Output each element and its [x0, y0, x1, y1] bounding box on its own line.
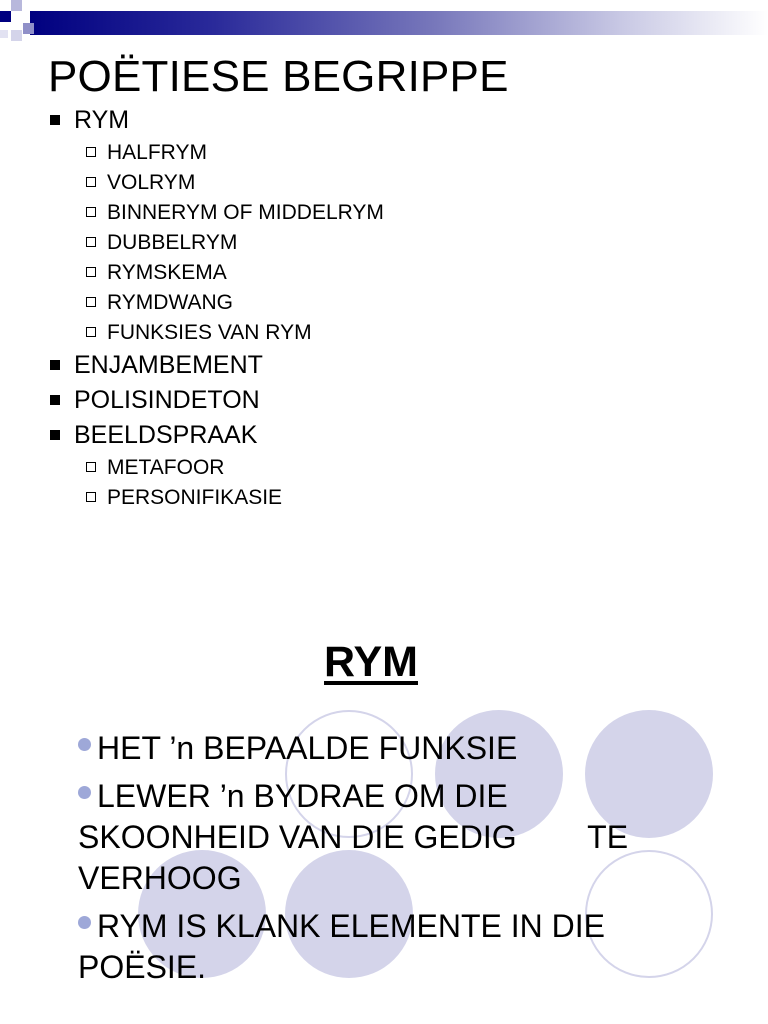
hollow-square-bullet-icon — [86, 147, 96, 157]
square-bullet-icon — [50, 360, 60, 370]
outline-item — [48, 348, 748, 383]
outline-subitem — [48, 453, 748, 483]
round-bullet-icon — [78, 738, 91, 751]
round-bullet-icon — [78, 786, 91, 799]
outline-subitem-label: RYMSKEMA — [107, 261, 227, 284]
square-bullet-icon — [50, 395, 60, 405]
outline-subitem-label: BINNERYM OF MIDDELRYM — [107, 201, 384, 224]
outline-subitem — [48, 318, 748, 348]
section-bullet — [78, 906, 698, 988]
outline-subitem — [48, 288, 748, 318]
outline-item-label: POLISINDETON — [74, 386, 260, 414]
section-title: RYM — [324, 638, 418, 686]
hollow-square-bullet-icon — [86, 207, 96, 217]
outline-subitem — [48, 168, 748, 198]
decor-square — [11, 30, 22, 41]
outline-subitem-label: METAFOOR — [107, 456, 225, 479]
section-bullet — [78, 728, 698, 769]
round-bullet-icon — [78, 916, 91, 929]
outline-subitem-label: HALFRYM — [107, 141, 207, 164]
decor-square — [23, 23, 34, 34]
hollow-square-bullet-icon — [86, 267, 96, 277]
outline-subitem — [48, 138, 748, 168]
outline-subitem — [48, 483, 748, 513]
outline-subitem — [48, 258, 748, 288]
outline-item-label: RYM — [74, 106, 130, 134]
outline-item — [48, 383, 748, 418]
page-title: POËTIESE BEGRIPPE — [48, 52, 509, 101]
hollow-square-bullet-icon — [86, 462, 96, 472]
section-bullet-text: HET ’n BEPAALDE FUNKSIE — [97, 730, 518, 766]
square-bullet-icon — [50, 115, 60, 125]
section-bullets — [78, 728, 698, 995]
decor-square — [0, 11, 11, 22]
hollow-square-bullet-icon — [86, 297, 96, 307]
gradient-bar — [30, 11, 768, 35]
outline-list — [48, 103, 748, 513]
outline-item — [48, 418, 748, 453]
section-bullet — [78, 776, 698, 899]
section-bullet-text: LEWER ’n BYDRAE OM DIE SKOONHEID VAN DIE GEDIG TE VERHOOG — [78, 778, 637, 896]
square-bullet-icon — [50, 430, 60, 440]
outline-item-label: ENJAMBEMENT — [74, 351, 263, 379]
hollow-square-bullet-icon — [86, 327, 96, 337]
hollow-square-bullet-icon — [86, 237, 96, 247]
hollow-square-bullet-icon — [86, 177, 96, 187]
outline-subitem-label: RYMDWANG — [107, 291, 233, 314]
outline-subitem-label: PERSONIFIKASIE — [107, 486, 283, 509]
outline-item — [48, 103, 748, 138]
outline-item-label: BEELDSPRAAK — [74, 421, 258, 449]
decor-square — [0, 30, 8, 38]
outline-subitem-label: VOLRYM — [107, 171, 196, 194]
outline-subitem — [48, 228, 748, 258]
outline-subitem-label: DUBBELRYM — [107, 231, 238, 254]
hollow-square-bullet-icon — [86, 492, 96, 502]
outline-subitem — [48, 198, 748, 228]
decor-square — [11, 0, 22, 11]
outline-subitem-label: FUNKSIES VAN RYM — [107, 321, 312, 344]
section-bullet-text: RYM IS KLANK ELEMENTE IN DIE POËSIE. — [78, 908, 605, 985]
